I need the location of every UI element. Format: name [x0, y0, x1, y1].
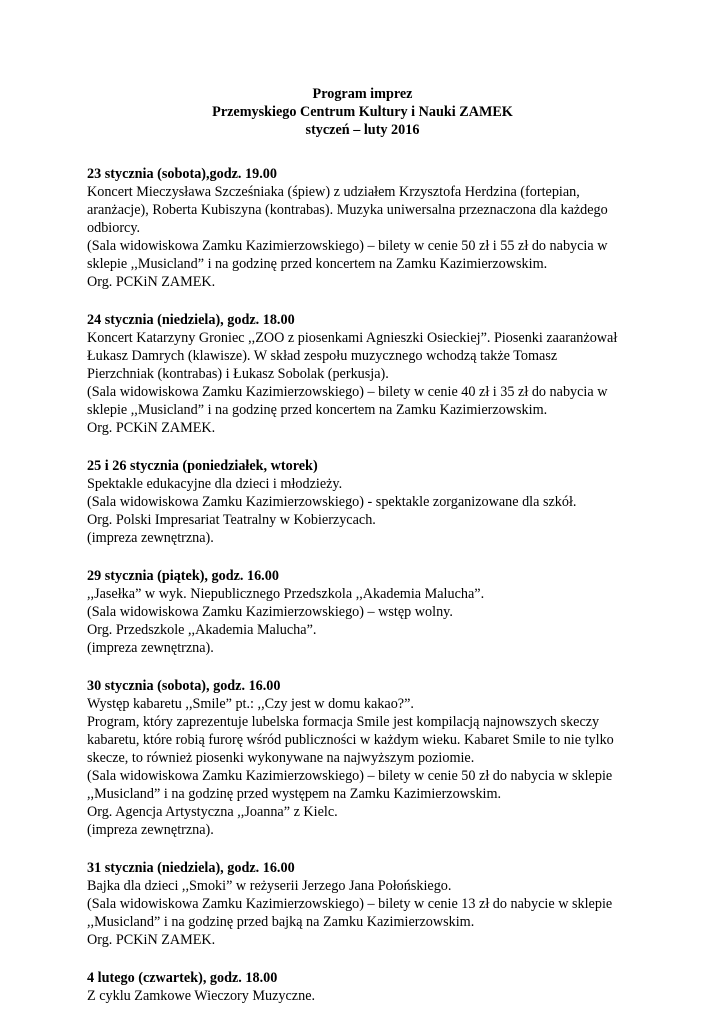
event-description-line: Org. PCKiN ZAMEK.: [87, 420, 216, 436]
event-description-line: ,,Musicland” i na godzinę przed występem na Zamku Kazimierzowskim.: [87, 786, 502, 802]
event-description-line: Z cyklu Zamkowe Wieczory Muzyczne.: [87, 988, 316, 1004]
event-heading: 24 stycznia (niedziela), godz. 18.00: [87, 312, 295, 328]
event-block: [87, 969, 647, 1005]
event-description-line: Org. Agencja Artystyczna ,,Joanna” z Kielc.: [87, 804, 338, 820]
header-organization: Przemyskiego Centrum Kultury i Nauki ZAMEK: [212, 104, 513, 120]
event-description-line: (impreza zewnętrzna).: [87, 530, 214, 546]
event-description-line: Org. Przedszkole ,,Akademia Malucha”.: [87, 622, 317, 638]
event-description-line: sklepie ,,Musicland” i na godzinę przed koncertem na Zamku Kazimierzowskim.: [87, 402, 548, 418]
event-description-line: sklepie ,,Musicland” i na godzinę przed koncertem na Zamku Kazimierzowskim.: [87, 256, 548, 272]
event-description-line: (Sala widowiskowa Zamku Kazimierzowskiego) – bilety w cenie 13 zł do nabycie w sklepie: [87, 896, 613, 912]
event-block: [87, 567, 647, 657]
event-block: [87, 165, 647, 291]
event-description-line: Org. PCKiN ZAMEK.: [87, 274, 216, 290]
event-description-line: (Sala widowiskowa Zamku Kazimierzowskiego) – bilety w cenie 40 zł i 35 zł do nabycia w: [87, 384, 608, 400]
event-block: [87, 457, 647, 547]
event-description-line: (impreza zewnętrzna).: [87, 640, 214, 656]
event-description-line: Koncert Mieczysława Szcześniaka (śpiew) z udziałem Krzysztofa Herdzina (fortepian,: [87, 184, 580, 200]
event-description-line: (Sala widowiskowa Zamku Kazimierzowskiego) – bilety w cenie 50 zł i 55 zł do nabycia w: [87, 238, 608, 254]
event-description-line: (Sala widowiskowa Zamku Kazimierzowskiego) – bilety w cenie 50 zł do nabycia w sklepie: [87, 768, 613, 784]
event-description-line: skecze, to również piosenki wykonywane na najwyższym poziomie.: [87, 750, 475, 766]
document-header: [0, 85, 725, 139]
event-heading: 29 stycznia (piątek), godz. 16.00: [87, 568, 279, 584]
event-description-line: odbiorcy.: [87, 220, 141, 236]
event-description-line: ,,Musicland” i na godzinę przed bajką na Zamku Kazimierzowskim.: [87, 914, 475, 930]
event-heading: 31 stycznia (niedziela), godz. 16.00: [87, 860, 295, 876]
event-heading: 25 i 26 stycznia (poniedziałek, wtorek): [87, 458, 318, 474]
event-block: [87, 859, 647, 949]
event-description-line: Bajka dla dzieci ,,Smoki” w reżyserii Jerzego Jana Połońskiego.: [87, 878, 452, 894]
event-heading: 30 stycznia (sobota), godz. 16.00: [87, 678, 281, 694]
event-description-line: Org. PCKiN ZAMEK.: [87, 932, 216, 948]
event-description-line: aranżacje), Roberta Kubiszyna (kontrabas). Muzyka uniwersalna przeznaczona dla każdego: [87, 202, 608, 218]
event-description-line: Łukasz Damrych (klawisze). W skład zespołu muzycznego wchodzą także Tomasz: [87, 348, 558, 364]
header-date-range: styczeń – luty 2016: [305, 122, 420, 138]
event-heading: 23 stycznia (sobota),godz. 19.00: [87, 166, 277, 182]
header-title: Program imprez: [312, 86, 413, 102]
event-description-line: Występ kabaretu ,,Smile” pt.: ,,Czy jest w domu kakao?”.: [87, 696, 414, 712]
event-heading: 4 lutego (czwartek), godz. 18.00: [87, 970, 278, 986]
event-description-line: ,,Jasełka” w wyk. Niepublicznego Przedszkola ,,Akademia Malucha”.: [87, 586, 485, 602]
event-block: [87, 311, 647, 437]
event-description-line: Spektakle edukacyjne dla dzieci i młodzieży.: [87, 476, 343, 492]
event-description-line: (Sala widowiskowa Zamku Kazimierzowskiego) – wstęp wolny.: [87, 604, 453, 620]
event-description-line: (impreza zewnętrzna).: [87, 822, 214, 838]
event-description-line: Pierzchniak (kontrabas) i Łukasz Sobolak (perkusja).: [87, 366, 389, 382]
events-list: [87, 165, 647, 1025]
event-block: [87, 677, 647, 839]
event-description-line: Program, który zaprezentuje lubelska formacja Smile jest kompilacją najnowszych skeczy: [87, 714, 600, 730]
event-description-line: (Sala widowiskowa Zamku Kazimierzowskiego) - spektakle zorganizowane dla szkół.: [87, 494, 577, 510]
event-description-line: kabaretu, które robią furorę wśród publiczności w każdym wieku. Kabaret Smile to nie tylko: [87, 732, 614, 748]
event-description-line: Koncert Katarzyny Groniec ,,ZOO z piosenkami Agnieszki Osieckiej”. Piosenki zaaranżował: [87, 330, 618, 346]
event-description-line: Org. Polski Impresariat Teatralny w Kobierzycach.: [87, 512, 376, 528]
